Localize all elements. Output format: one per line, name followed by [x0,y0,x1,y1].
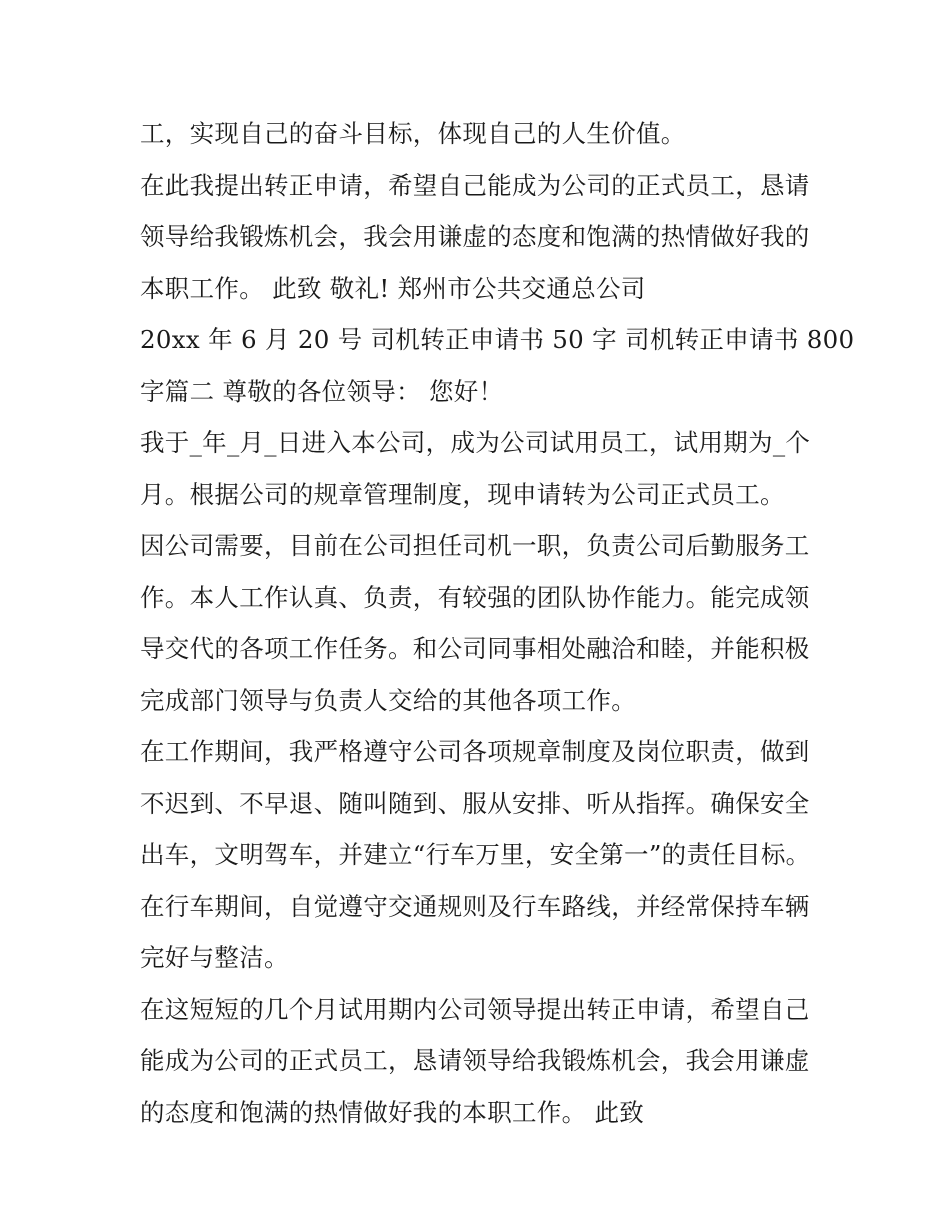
text-line: 完好与整洁。 [140,943,289,972]
text-line: 作。本人工作认真、负责，有较强的团队协作能力。能完成领 [140,582,810,612]
text-line: 工，实现自己的奋斗目标，体现自己的人生价值。 [140,119,686,148]
text-line: 字篇二 尊敬的各位领导： 您好！ [140,376,504,406]
text-line: 因公司需要，目前在公司担任司机一职，负责公司后勤服务工 [140,531,810,560]
text-line: 我于_年_月_日进入本公司，成为公司试用员工，试用期为_个 [140,428,811,457]
text-line: 在这短短的几个月试用期内公司领导提出转正申请，希望自己 [140,994,810,1024]
text-line: 出车，文明驾车，并建立“行车万里，安全第一”的责任目标。 [140,840,811,869]
text-line: 领导给我锻炼机会，我会用谦虚的态度和饱满的热情做好我的 [140,222,810,251]
text-line: 在此我提出转正申请，希望自己能成为公司的正式员工，恳请 [140,170,810,200]
text-line: 在工作期间，我严格遵守公司各项规章制度及岗位职责，做到 [140,737,810,766]
text-line: 月。根据公司的规章管理制度，现申请转为公司正式员工。 [140,479,785,509]
text-line: 本职工作。 此致 敬礼! 郑州市公共交通总公司 [140,273,646,303]
document-body-text [140,108,855,1138]
text-line: 在行车期间，自觉遵守交通规则及行车路线，并经常保持车辆 [140,891,810,921]
text-line: 导交代的各项工作任务。和公司同事相处融洽和睦，并能积极 [140,634,810,663]
text-line: 能成为公司的正式员工，恳请领导给我锻炼机会，我会用谦虚 [140,1046,810,1075]
text-line: 的态度和饱满的热情做好我的本职工作。 此致 [140,1097,645,1127]
text-line: 不迟到、不早退、随叫随到、服从安排、听从指挥。确保安全 [140,788,810,818]
text-line: 20xx 年 6 月 20 号 司机转正申请书 50 字 司机转正申请书 800 [140,325,855,354]
text-line: 完成部门领导与负责人交给的其他各项工作。 [140,685,636,715]
